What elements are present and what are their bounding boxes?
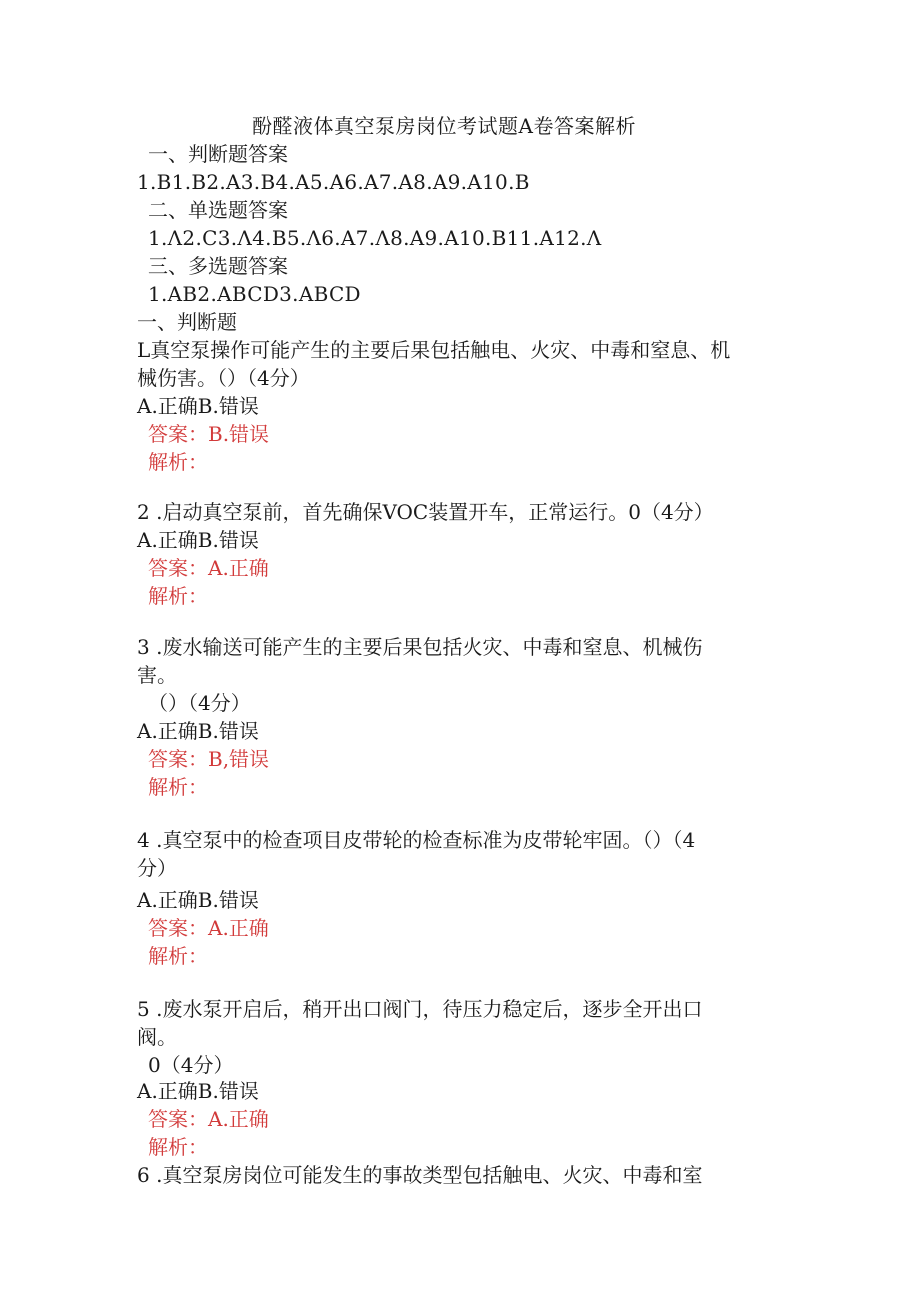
question-text: 3 .废水输送可能产生的主要后果包括火灾、中毒和窒息、机械伤 xyxy=(137,635,703,659)
question-answer: 答案：A.正确 xyxy=(148,916,269,940)
document-title: 酚醛液体真空泵房岗位考试题A卷答案解析 xyxy=(252,114,636,138)
question-options: A.正确B.错误 xyxy=(137,1079,259,1103)
tf-answers-heading: 一、判断题答案 xyxy=(148,142,288,166)
question-text: 2 .启动真空泵前，首先确保VOC装置开车，正常运行。0（4分） xyxy=(137,500,714,524)
question-analysis: 解析： xyxy=(148,1135,208,1159)
question-text: 分） xyxy=(137,856,177,880)
question-answer: 答案：B,错误 xyxy=(148,747,270,771)
question-options: A.正确B.错误 xyxy=(137,888,259,912)
question-text: L真空泵操作可能产生的主要后果包括触电、火灾、中毒和窒息、机 xyxy=(137,338,731,362)
question-text: 阀。 xyxy=(137,1025,177,1049)
multi-answers-list: 1.AB2.ABCD3.ABCD xyxy=(148,282,361,306)
single-answers-heading: 二、单选题答案 xyxy=(148,198,288,222)
question-analysis: 解析： xyxy=(148,775,208,799)
question-text: 0（4分） xyxy=(148,1053,234,1077)
question-text: 5 .废水泵开启后，稍开出口阀门，待压力稳定后，逐步全开出口 xyxy=(137,997,703,1021)
question-analysis: 解析： xyxy=(148,584,208,608)
question-answer: 答案：A.正确 xyxy=(148,556,269,580)
question-answer: 答案：A.正确 xyxy=(148,1107,269,1131)
question-analysis: 解析： xyxy=(148,944,208,968)
question-analysis: 解析： xyxy=(148,450,208,474)
question-options: A.正确B.错误 xyxy=(137,528,259,552)
multi-answers-heading: 三、多选题答案 xyxy=(148,254,288,278)
question-text: 4 .真空泵中的检查项目皮带轮的检查标准为皮带轮牢固。（）（4 xyxy=(137,828,696,852)
tf-answers-list: 1.B1.B2.A3.B4.A5.A6.A7.A8.A9.A10.B xyxy=(137,170,530,194)
question-text: （）（4分） xyxy=(148,691,251,715)
question-text: 害。 xyxy=(137,663,177,687)
question-options: A.正确B.错误 xyxy=(137,719,259,743)
question-text: 械伤害。（）（4分） xyxy=(137,366,310,390)
single-answers-list: 1.Λ2.C3.Λ4.B5.Λ6.A7.Λ8.A9.A10.B11.A12.Λ xyxy=(148,226,602,250)
section-heading: 一、判断题 xyxy=(137,310,237,334)
question-text: 6 .真空泵房岗位可能发生的事故类型包括触电、火灾、中毒和室 xyxy=(137,1163,703,1187)
question-options: A.正确B.错误 xyxy=(137,394,259,418)
question-answer: 答案：B.错误 xyxy=(148,422,270,446)
